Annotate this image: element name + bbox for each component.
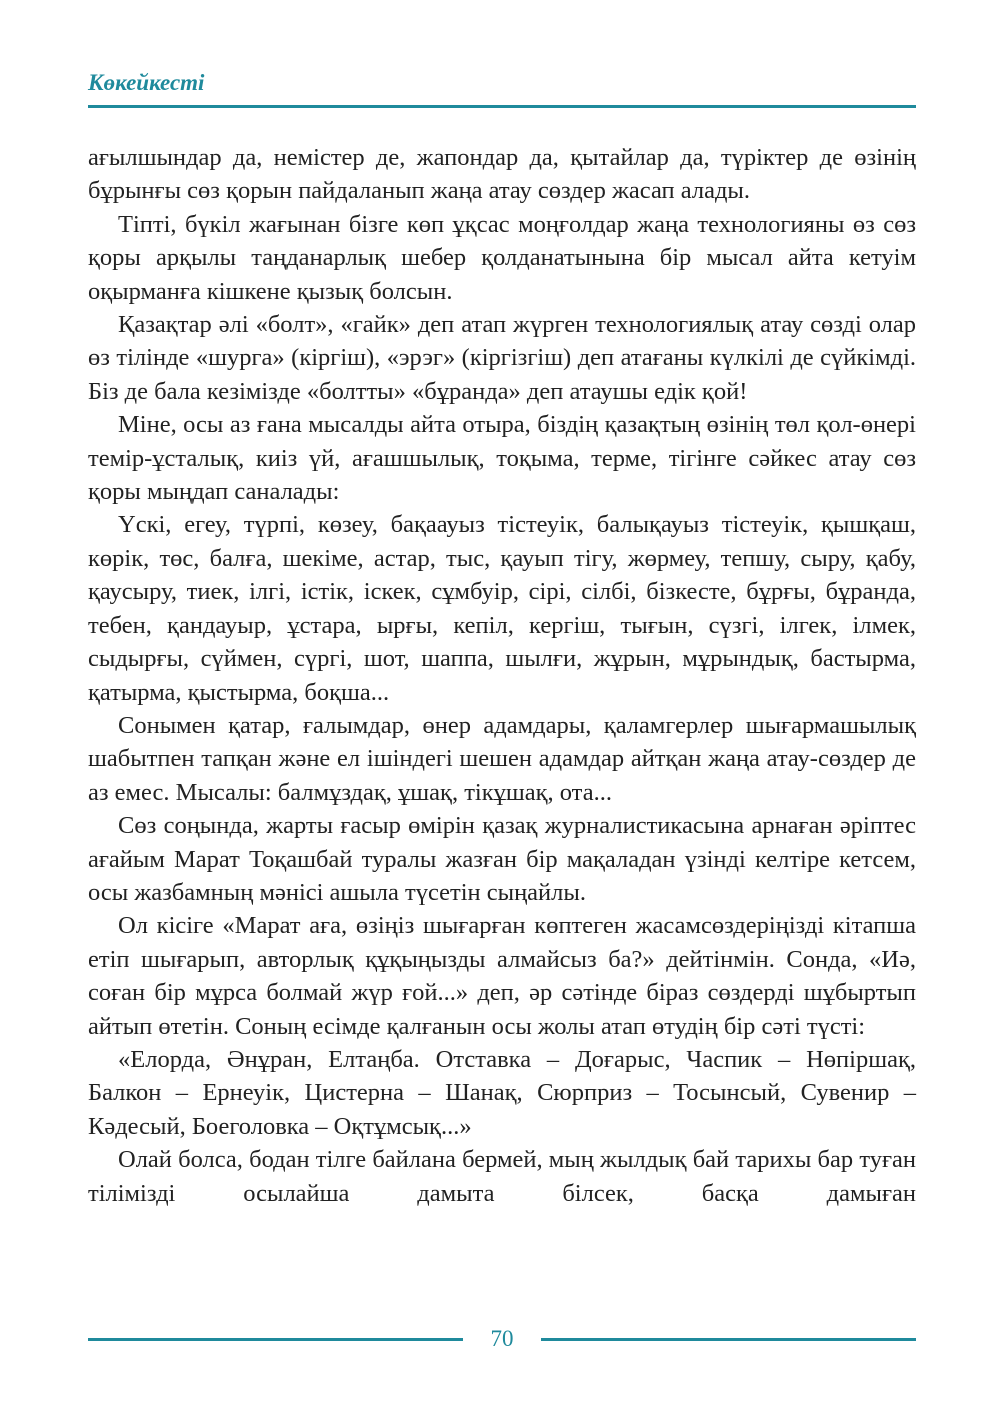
footer-rule-right xyxy=(541,1338,916,1341)
paragraph: «Елорда, Әнұран, Елтаңба. Отставка – Доғарыс, Часпик – Нөпіршақ, Балкон – Ернеуік, Цистерна – Шанақ, Сюрприз – Тосынсый, Сувенир – Кәдесый, Боеголовка – Оқтұмсық...» xyxy=(88,1045,916,1140)
paragraph: Олай болса, бодан тілге байлана бермей, мың жылдық бай тарихы бар туған тілімізді осылайша дамыта білсек, басқа дамыған xyxy=(88,1146,916,1207)
paragraph: ағылшындар да, немістер де, жапондар да, қытайлар да, түріктер де өзінің бұрынғы сөз қорын пайдаланып жаңа атау сөздер жасап алады. xyxy=(88,144,916,205)
paragraph: Міне, осы аз ғана мысалды айта отыра, біздің қазақтың өзінің төл қол-өнері темір-ұсталық, киіз үй, ағашшылық, тоқыма, терме, тігінге сәйкес атау сөз қоры мыңдап саналады: xyxy=(88,411,916,506)
running-header-title: Көкейкесті xyxy=(88,70,205,95)
paragraph: Үскі, егеу, түрпі, көзеу, бақаауыз тістеуік, балықауыз тістеуік, қышқаш, көрік, төс, балға, шекіме, астар, тыс, қауып тігу, жөрмеу, тепшу, сыру, қабу, қаусыру, тиек, ілгі, істік, іскек, сұмбуір, сірі, сілбі, бізкесте, бұрғы, бұранда, тебен, қандауыр, ұстара, ырғы, кепіл, кергіш, тығын, сүзгі, ілгек, ілмек, сыдырғы, сүймен, сүргі, шот, шаппа, шылғи, жұрын, мұрындық, бастырма, қатырма, қыстырма, боқша... xyxy=(88,511,916,706)
paragraph: Сөз соңында, жарты ғасыр өмірін қазақ журналистикасына арнаған әріптес ағайым Марат Тоқашбай туралы жазған бір мақаладан үзінді келтіре кетсем, осы жазбамның мәнісі ашыла түсетін сыңайлы. xyxy=(88,812,916,906)
footer-rule-left xyxy=(88,1338,463,1341)
page-number: 70 xyxy=(490,1326,514,1351)
paragraph: Сонымен қатар, ғалымдар, өнер адамдары, қаламгерлер шығармашылық шабытпен тапқан және ел ішіндегі шешен адамдар айтқан жаңа атау-сөздер де аз емес. Мысалы: балмұздақ, ұшақ, тікұшақ, ота... xyxy=(88,711,916,806)
paragraph: Қазақтар әлі «болт», «гайк» деп атап жүрген технологиялық атау сөзді олар өз тілінде «шурга» (кіргіш), «эрэг» (кіргізгіш) деп атағаны күлкілі де сүйкімді. Біз де бала кезімізде «болтты» «бұранда» деп атаушы едік қой! xyxy=(88,311,916,405)
paragraph: Тіпті, бүкіл жағынан бізге көп ұқсас моңғолдар жаңа технологияны өз сөз қоры арқылы таңданарлық шебер қолданатынына бір мысал айта кетуім оқырманға кішкене қызық болсын. xyxy=(88,210,916,305)
header-rule xyxy=(88,105,916,108)
body-text xyxy=(88,141,916,1210)
paragraph: Ол кісіге «Марат аға, өзіңіз шығарған көптеген жасамсөздеріңізді кітапша етіп шығарып, авторлық құқыңызды алмайсыз ба?» дейтінмін. Сонда, «Иә, соған бір мұрса болмай жүр ғой...» деп, әр сәтінде біраз сөздерді шұбыртып айтып өтетін. Соның есімде қалғанын осы жолы атап өтудің бір сәті түсті: xyxy=(88,912,916,1040)
